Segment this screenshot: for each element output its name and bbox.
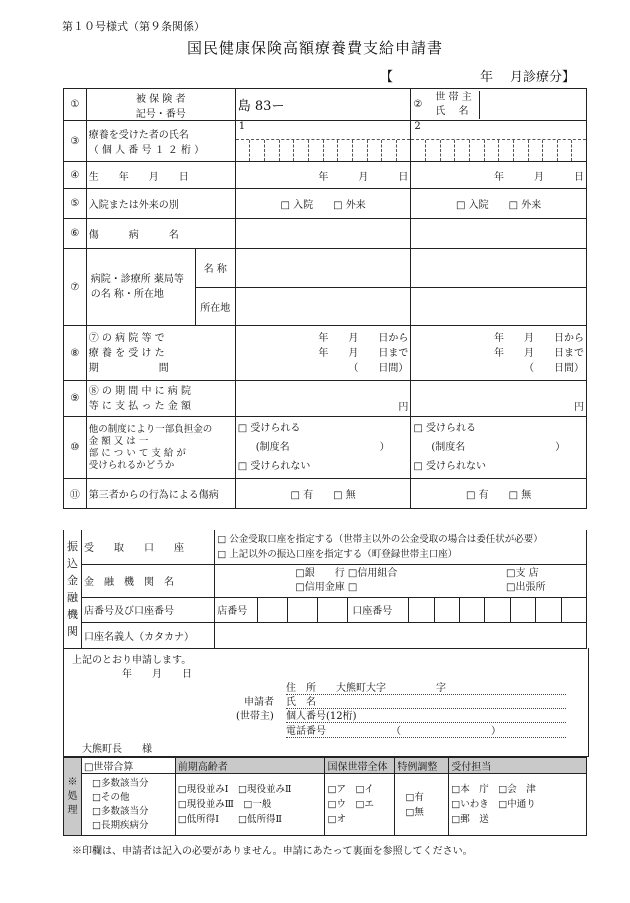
- hospital-address-label: 所在地: [200, 302, 231, 314]
- third-party-1-checkbox[interactable]: □ 有 □ 無: [235, 479, 411, 509]
- disease-1-field[interactable]: [235, 219, 411, 249]
- bank-type-options[interactable]: □銀 行 □信用組合: [295, 567, 398, 579]
- branch-number-label: 店番号: [217, 606, 248, 617]
- paid-amount-label-b: 等 に 支 払 っ た 金 額: [88, 400, 191, 412]
- householder-name-field[interactable]: [480, 91, 584, 119]
- office-col5-head: 受付担当: [449, 758, 587, 774]
- paid-amount-label: [86, 381, 235, 417]
- other-account-checkbox[interactable]: □ 上記以外の振込口座を指定する（町登録世帯主口座）: [217, 548, 458, 560]
- row6-number: ⑥: [64, 219, 87, 249]
- hospital-2-address-field[interactable]: [411, 287, 587, 326]
- account-number-label: 口座番号: [352, 606, 393, 617]
- declaration-text: 上記のとおり申請します。: [72, 655, 192, 666]
- office-col1-head: □世帯合算: [81, 758, 175, 774]
- other-system-label-b: 金 額 又 は 一: [88, 435, 149, 447]
- treatment-period-label-b: 療 養 を 受 け た: [88, 347, 165, 359]
- other-system-1-yes[interactable]: □ 受けられる: [237, 423, 301, 434]
- patient-2-field[interactable]: [411, 121, 587, 162]
- office-col2-body: □現役並みⅠ □現役並みⅡ □現役並みⅢ □一般 □低所得Ⅰ □低所得Ⅱ: [175, 774, 325, 836]
- birthdate-2-field[interactable]: 年 月 日: [411, 162, 587, 189]
- disease-label: 傷 病 名: [86, 219, 235, 249]
- row4-number: ④: [64, 162, 87, 189]
- row5-number: ⑤: [64, 189, 87, 219]
- row8-number: ⑧: [64, 326, 87, 381]
- declaration-section: [63, 648, 589, 757]
- institution-label: 金 融 機 関 名: [81, 564, 214, 597]
- row2-number: ②: [413, 99, 423, 110]
- other-system-label: [86, 417, 235, 479]
- branch-account-label: 店番号及び口座番号: [81, 597, 214, 622]
- form-number: 第１０号様式（第９条関係）: [62, 20, 205, 33]
- patient-1-field[interactable]: [235, 121, 411, 162]
- bank-side-text: 振込金融機関: [66, 539, 78, 638]
- office-col5-body: □本 庁 □会 津 □いわき □中通り □郵 送: [449, 774, 587, 836]
- applicant-address[interactable]: 住 所 大熊町大字 字: [286, 679, 566, 695]
- other-system-label-d: 受けられるかどうか: [88, 459, 175, 471]
- applicant-label: 申請者: [244, 697, 274, 708]
- bank-side-label: [64, 530, 82, 648]
- declaration-date[interactable]: 年 月 日: [122, 669, 192, 680]
- account-holder-field[interactable]: [215, 622, 587, 648]
- branch-account-field[interactable]: [215, 597, 587, 622]
- receive-account-options: [215, 530, 587, 564]
- other-system-2-no[interactable]: □ 受けられない: [413, 461, 487, 472]
- other-system-2-field[interactable]: [411, 417, 587, 479]
- householder-note: (世帯主): [236, 711, 274, 722]
- period-1-days: （ 日間）: [348, 362, 409, 374]
- paid-amount-1-field[interactable]: 円: [235, 381, 411, 417]
- treatment-period-1-field[interactable]: [235, 326, 411, 381]
- hospital-1-address-field[interactable]: [235, 287, 411, 326]
- office-col1-body: □多数該当分 □その他 □多数該当分 □長期疾病分: [81, 774, 175, 836]
- office-col2-head: 前期高齢者: [175, 758, 325, 774]
- hospital-name-label: 名 称: [196, 249, 235, 288]
- householder-label-a: 世 帯 主: [435, 91, 472, 103]
- paid-amount-2-field[interactable]: 円: [411, 381, 587, 417]
- office-side-text: ※処理: [67, 776, 78, 816]
- office-col4-body: □有 □無: [395, 774, 449, 836]
- account-holder-label: 口座名義人（カタカナ）: [81, 622, 214, 648]
- period-1-from: 年 月 日から: [318, 332, 409, 344]
- birthdate-label: 生 年 月 日: [86, 162, 235, 189]
- branch-type-option[interactable]: □支 店: [506, 567, 539, 579]
- treatment-period-2-field[interactable]: [411, 326, 587, 381]
- row7-number: ⑦: [64, 249, 87, 326]
- patient-2-index: 2: [414, 121, 421, 132]
- hospital-2-name-field[interactable]: [411, 249, 587, 288]
- period-1-to: 年 月 日まで: [318, 347, 409, 359]
- applicant-name[interactable]: 氏 名: [286, 693, 566, 709]
- open-bracket: 【: [380, 70, 394, 85]
- row9-number: ⑨: [64, 381, 87, 417]
- patient-label-a: 療養を受けた者の氏名: [88, 130, 189, 141]
- disease-2-field[interactable]: [411, 219, 587, 249]
- hospital-label: [86, 249, 235, 326]
- footer-note: ※印欄は、申請者は記入の必要がありません。申請にあたって裏面を参照してください。: [72, 846, 473, 857]
- office-side-label: [64, 758, 82, 836]
- period-month[interactable]: 月診療分】: [510, 70, 576, 85]
- birthdate-1-field[interactable]: 年 月 日: [235, 162, 411, 189]
- row1-number: ①: [64, 89, 87, 121]
- hospital-label-text: 病院・診療所 薬局等の名 称・所在地: [87, 249, 196, 325]
- bank-table: [63, 530, 587, 649]
- applicant-table: [63, 88, 587, 509]
- applicant-personal-number[interactable]: 個人番号(12桁): [286, 707, 566, 723]
- addressee: 大熊町長 様: [82, 744, 152, 755]
- other-system-1-no[interactable]: □ 受けられない: [237, 461, 311, 472]
- branch-type-option-2[interactable]: □出張所: [506, 581, 546, 593]
- page-title: 国民健康保険高額療養費支給申請書: [186, 39, 443, 57]
- householder-label-b: 氏 名: [435, 105, 469, 117]
- period-year[interactable]: 年: [480, 70, 494, 85]
- other-system-1-name[interactable]: (制度名 ）: [255, 442, 390, 453]
- patient-label-b: （ 個 人 番 号 １ ２ 桁 ）: [88, 145, 205, 156]
- other-system-label-a: 他の制度により一部負担金の: [88, 423, 213, 435]
- receive-account-label: 受 取 口 座: [81, 530, 214, 564]
- other-system-2-name[interactable]: (制度名 ）: [431, 442, 566, 453]
- period-2-from: 年 月 日から: [494, 332, 584, 344]
- row3-number: ③: [64, 121, 87, 162]
- office-use-table: [63, 757, 587, 836]
- householder-cell: [411, 89, 587, 121]
- treatment-period-label-c: 期 間: [88, 362, 169, 374]
- third-party-2-checkbox[interactable]: □ 有 □ 無: [411, 479, 587, 509]
- patient-label: [86, 121, 235, 162]
- period-2-days: （ 日間）: [524, 362, 584, 374]
- office-col4-head: 特例調整: [395, 758, 449, 774]
- insured-number-field[interactable]: 島 83ー: [235, 89, 411, 121]
- treatment-period-label: [86, 326, 235, 381]
- visit-type-label: 入院または外来の別: [86, 189, 235, 219]
- office-col3-body: □ア □イ □ウ □エ □オ: [325, 774, 395, 836]
- other-system-label-c: 部 に つ い て 支 給 が: [88, 447, 186, 459]
- other-system-2-yes[interactable]: □ 受けられる: [413, 423, 477, 434]
- applicant-phone[interactable]: 電話番号 （ ）: [286, 722, 566, 738]
- visit-type-2-checkbox[interactable]: □ 入院 □ 外来: [411, 189, 587, 219]
- row10-number: ⑩: [64, 417, 87, 479]
- row11-number: ⑪: [64, 479, 87, 509]
- period-2-to: 年 月 日まで: [494, 347, 584, 359]
- third-party-label: 第三者からの行為による傷病: [86, 479, 235, 509]
- insured-label-b: 記号・番号: [135, 108, 186, 120]
- bank-type-options-2[interactable]: □信用金庫 □: [295, 581, 358, 593]
- hospital-1-name-field[interactable]: [235, 249, 411, 288]
- office-col3-head: 国保世帯全体: [325, 758, 395, 774]
- patient-1-index: 1: [238, 121, 246, 132]
- paid-amount-label-a: ⑧ の 期 間 中 に 病 院: [88, 385, 191, 397]
- insured-label: [86, 89, 235, 121]
- institution-field[interactable]: [215, 564, 587, 597]
- visit-type-1-checkbox[interactable]: □ 入院 □ 外来: [235, 189, 411, 219]
- public-account-checkbox[interactable]: □ 公金受取口座を指定する（世帯主以外の公金受取の場合は委任状が必要）: [217, 533, 543, 545]
- treatment-period-label-a: ⑦ の 病 院 等 で: [88, 332, 165, 344]
- other-system-1-field[interactable]: [235, 417, 411, 479]
- insured-label-a: 被 保 険 者: [135, 93, 186, 105]
